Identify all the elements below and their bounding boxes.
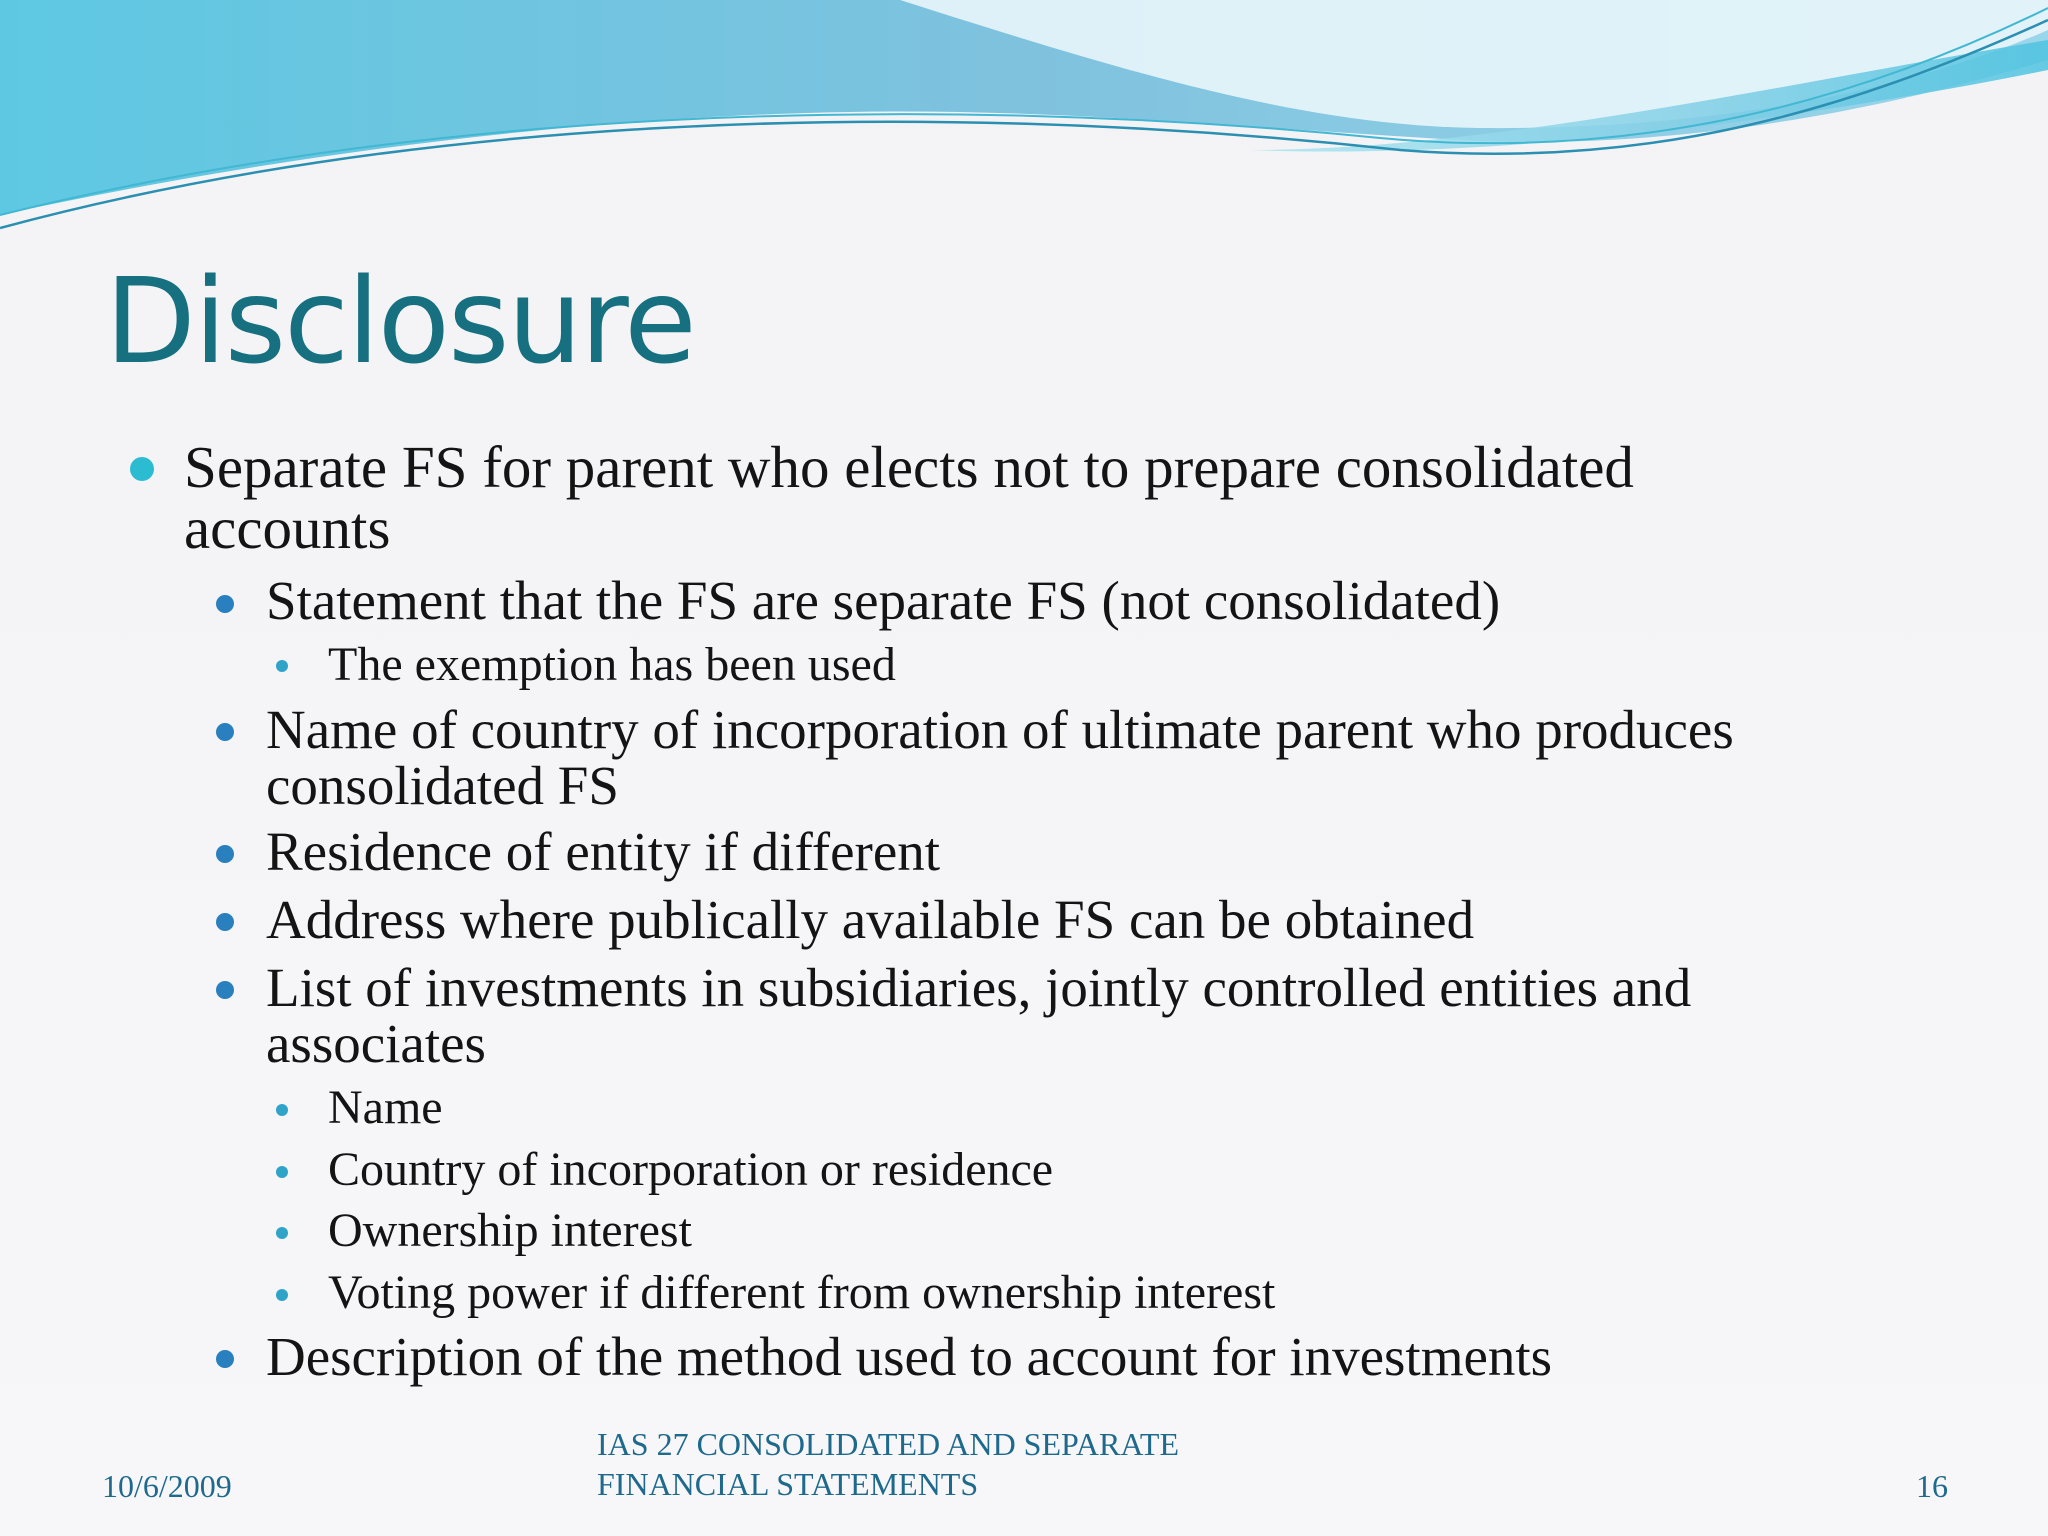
footer-date: 10/6/2009	[102, 1468, 232, 1504]
bullet-text-level1: Separate FS for parent who elects not to prepare consolidated	[184, 434, 1634, 500]
bullet-text-level1-continued: accounts	[184, 495, 391, 561]
bullet-marker-level2	[216, 1350, 234, 1368]
bullet-marker-level1	[130, 457, 154, 481]
bullet-marker-level3	[276, 1227, 288, 1239]
bullet-marker-level3	[276, 1104, 288, 1116]
bullet-text-level2-continued: consolidated FS	[266, 755, 619, 816]
bullet-text-level3: Name	[328, 1081, 443, 1134]
bullet-text-level3: The exemption has been used	[328, 638, 896, 691]
bullet-text-level2: Name of country of incorporation of ultimate parent who produces	[266, 699, 1734, 760]
bullet-text-level2-continued: associates	[266, 1013, 486, 1074]
bullet-marker-level3	[276, 1166, 288, 1178]
bullet-text-level2: Description of the method used to account for investments	[266, 1326, 1553, 1387]
bullet-text-level2: Address where publically available FS can be obtained	[266, 889, 1475, 950]
footer-caption-line2: FINANCIAL STATEMENTS	[597, 1466, 979, 1502]
header-wave-decoration	[0, 0, 2048, 260]
footer-caption-line1: IAS 27 CONSOLIDATED AND SEPARATE	[597, 1426, 1179, 1462]
bullet-text-level3: Country of incorporation or residence	[328, 1143, 1054, 1196]
bullet-marker-level2	[216, 723, 234, 741]
bullet-text-level2: Residence of entity if different	[266, 821, 941, 882]
bullet-marker-level2	[216, 845, 234, 863]
slide-number: 16	[1916, 1468, 1948, 1504]
bullet-marker-level3	[276, 1289, 288, 1301]
bullet-marker-level2	[216, 913, 234, 931]
bullet-text-level2: Statement that the FS are separate FS (not consolidated)	[266, 570, 1501, 631]
bullet-marker-level2	[216, 981, 234, 999]
slide-title: Disclosure	[105, 252, 695, 390]
bullet-text-level2: List of investments in subsidiaries, jointly controlled entities and	[266, 957, 1692, 1018]
bullet-text-level3: Voting power if different from ownership interest	[328, 1266, 1276, 1319]
bullet-marker-level2	[216, 595, 234, 613]
bullet-text-level3: Ownership interest	[328, 1204, 692, 1257]
bullet-marker-level3	[276, 660, 288, 672]
